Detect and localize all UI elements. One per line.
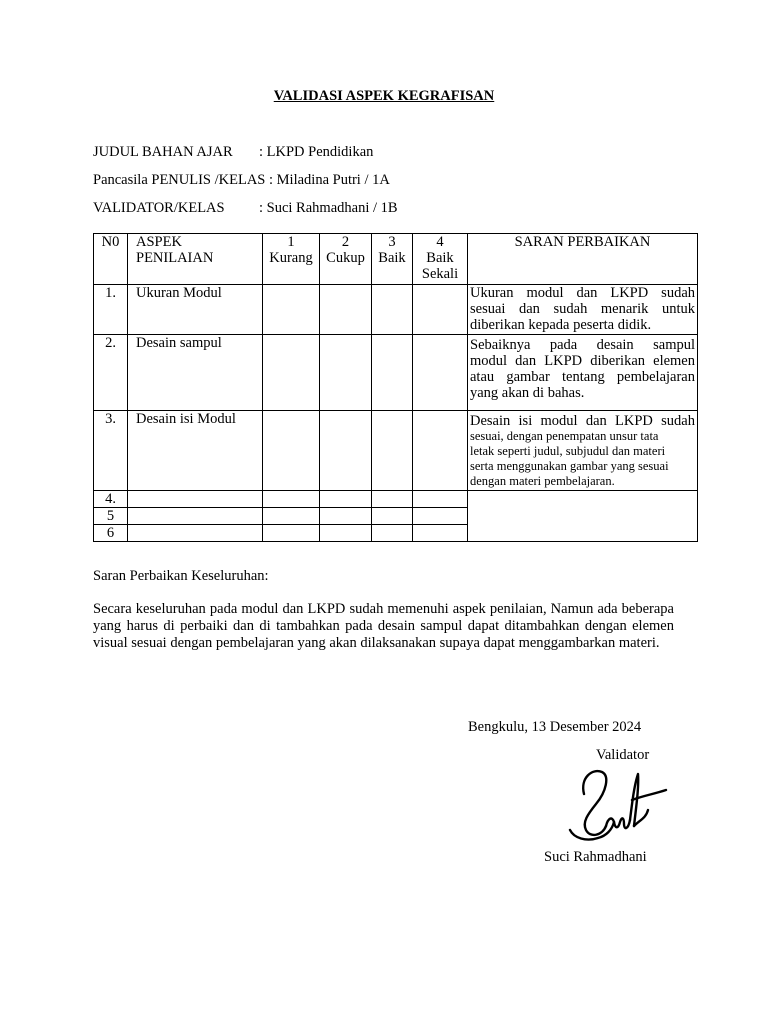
header-score-4-label2: Sekali: [421, 266, 459, 282]
header-score-2-num: 2: [341, 234, 350, 250]
score-cell-3: [372, 411, 413, 491]
score-cell-4: [413, 411, 468, 491]
row-aspek: Desain sampul: [128, 335, 263, 411]
header-score-3-label: Baik: [378, 250, 406, 266]
header-score-3-num: 3: [388, 234, 396, 250]
saran-line: serta menggunakan gambar yang sesuai: [470, 459, 669, 473]
saran-line: atau gambar tentang pembelajaran: [470, 369, 695, 385]
score-cell-3: [372, 335, 413, 411]
validator-line: [93, 200, 398, 217]
row-saran: [468, 335, 698, 411]
header-saran: SARAN PERBAIKAN: [468, 234, 698, 285]
place-date: Bengkulu, 13 Desember 2024: [468, 719, 642, 735]
saran-line: Sebaiknya pada desain sampul: [470, 337, 695, 353]
header-score-1: [263, 234, 320, 285]
penulis-value: : Miladina Putri / 1A: [269, 172, 390, 188]
header-score-1-num: 1: [287, 234, 295, 250]
score-cell-2: [320, 335, 372, 411]
score-cell-2: [320, 508, 372, 525]
score-cell-2: [320, 285, 372, 335]
score-cell-1: [263, 491, 320, 508]
header-score-1-label: Kurang: [269, 250, 313, 266]
row-aspek: Ukuran Modul: [128, 285, 263, 335]
saran-line: yang akan di bahas.: [470, 385, 585, 401]
validator-label: VALIDATOR/KELAS: [93, 200, 225, 216]
saran-line: modul dan LKPD diberikan elemen: [470, 353, 695, 369]
score-cell-2: [320, 411, 372, 491]
score-cell-3: [372, 508, 413, 525]
score-cell-2: [320, 525, 372, 542]
header-score-2-label: Cukup: [326, 250, 365, 266]
row-aspek: [128, 491, 263, 508]
score-cell-2: [320, 491, 372, 508]
signer-role: Validator: [596, 747, 650, 763]
score-cell-1: [263, 285, 320, 335]
table-row: [94, 411, 698, 491]
header-aspek-line2: PENILAIAN: [136, 250, 214, 266]
row-no: 1.: [94, 285, 128, 335]
score-cell-4: [413, 525, 468, 542]
score-cell-3: [372, 285, 413, 335]
header-score-2: [320, 234, 372, 285]
row-no: 5: [94, 508, 128, 525]
header-no: N0: [94, 234, 128, 285]
penulis-label: Pancasila PENULIS /KELAS: [93, 172, 266, 188]
saran-line: sesuai dan sudah menarik untuk: [470, 301, 695, 317]
row-no: 6: [94, 525, 128, 542]
row-aspek: [128, 525, 263, 542]
validator-value: : Suci Rahmadhani / 1B: [259, 200, 398, 216]
score-cell-1: [263, 525, 320, 542]
table-row: [94, 285, 698, 335]
header-aspek: [128, 234, 263, 285]
score-cell-4: [413, 335, 468, 411]
judul-label: JUDUL BAHAN AJAR: [93, 144, 233, 160]
score-cell-4: [413, 508, 468, 525]
row-saran: [468, 285, 698, 335]
table-row: [94, 491, 698, 508]
header-score-3: [372, 234, 413, 285]
row-saran-merged: [468, 491, 698, 542]
header-score-4: [413, 234, 468, 285]
row-no: 2.: [94, 335, 128, 411]
score-cell-3: [372, 491, 413, 508]
row-aspek: Desain isi Modul: [128, 411, 263, 491]
score-cell-1: [263, 411, 320, 491]
row-saran: [468, 411, 698, 491]
signer-name: Suci Rahmadhani: [544, 849, 647, 865]
score-cell-1: [263, 508, 320, 525]
row-no: 3.: [94, 411, 128, 491]
row-aspek: [128, 508, 263, 525]
saran-line: diberikan kepada peserta didik.: [470, 317, 652, 333]
signature-image: [562, 764, 672, 844]
judul-line: [93, 144, 373, 161]
score-cell-1: [263, 335, 320, 411]
judul-value: : LKPD Pendidikan: [259, 144, 374, 160]
overall-heading: Saran Perbaikan Keseluruhan:: [93, 568, 269, 584]
score-cell-3: [372, 525, 413, 542]
penulis-line: [93, 172, 390, 189]
saran-line: sesuai, dengan penempatan unsur tata: [470, 429, 659, 443]
saran-line: Desain isi modul dan LKPD sudah: [470, 413, 695, 429]
score-cell-4: [413, 491, 468, 508]
document-title: VALIDASI ASPEK KEGRAFISAN: [273, 88, 495, 104]
header-aspek-line1: ASPEK: [136, 234, 182, 250]
score-cell-4: [413, 285, 468, 335]
table-header-row: [94, 234, 698, 285]
table-row: [94, 335, 698, 411]
saran-line: Ukuran modul dan LKPD sudah: [470, 285, 695, 301]
saran-line: dengan materi pembelajaran.: [470, 474, 615, 488]
header-score-4-num: 4: [436, 234, 444, 250]
row-no: 4.: [94, 491, 128, 508]
assessment-table: [93, 233, 698, 542]
saran-line: letak seperti judul, subjudul dan materi: [470, 444, 666, 458]
header-score-4-label1: Baik: [426, 250, 454, 266]
overall-text: Secara keseluruhan pada modul dan LKPD sudah memenuhi aspek penilaian, Namun ada beberapa yang harus di perbaiki dan di tambahkan pada desain sampul dapat ditambahkan dengan elemen visual sesuai dengan pembelajaran yang akan dilaksanakan supaya dapat menggambarkan materi.: [93, 601, 674, 651]
